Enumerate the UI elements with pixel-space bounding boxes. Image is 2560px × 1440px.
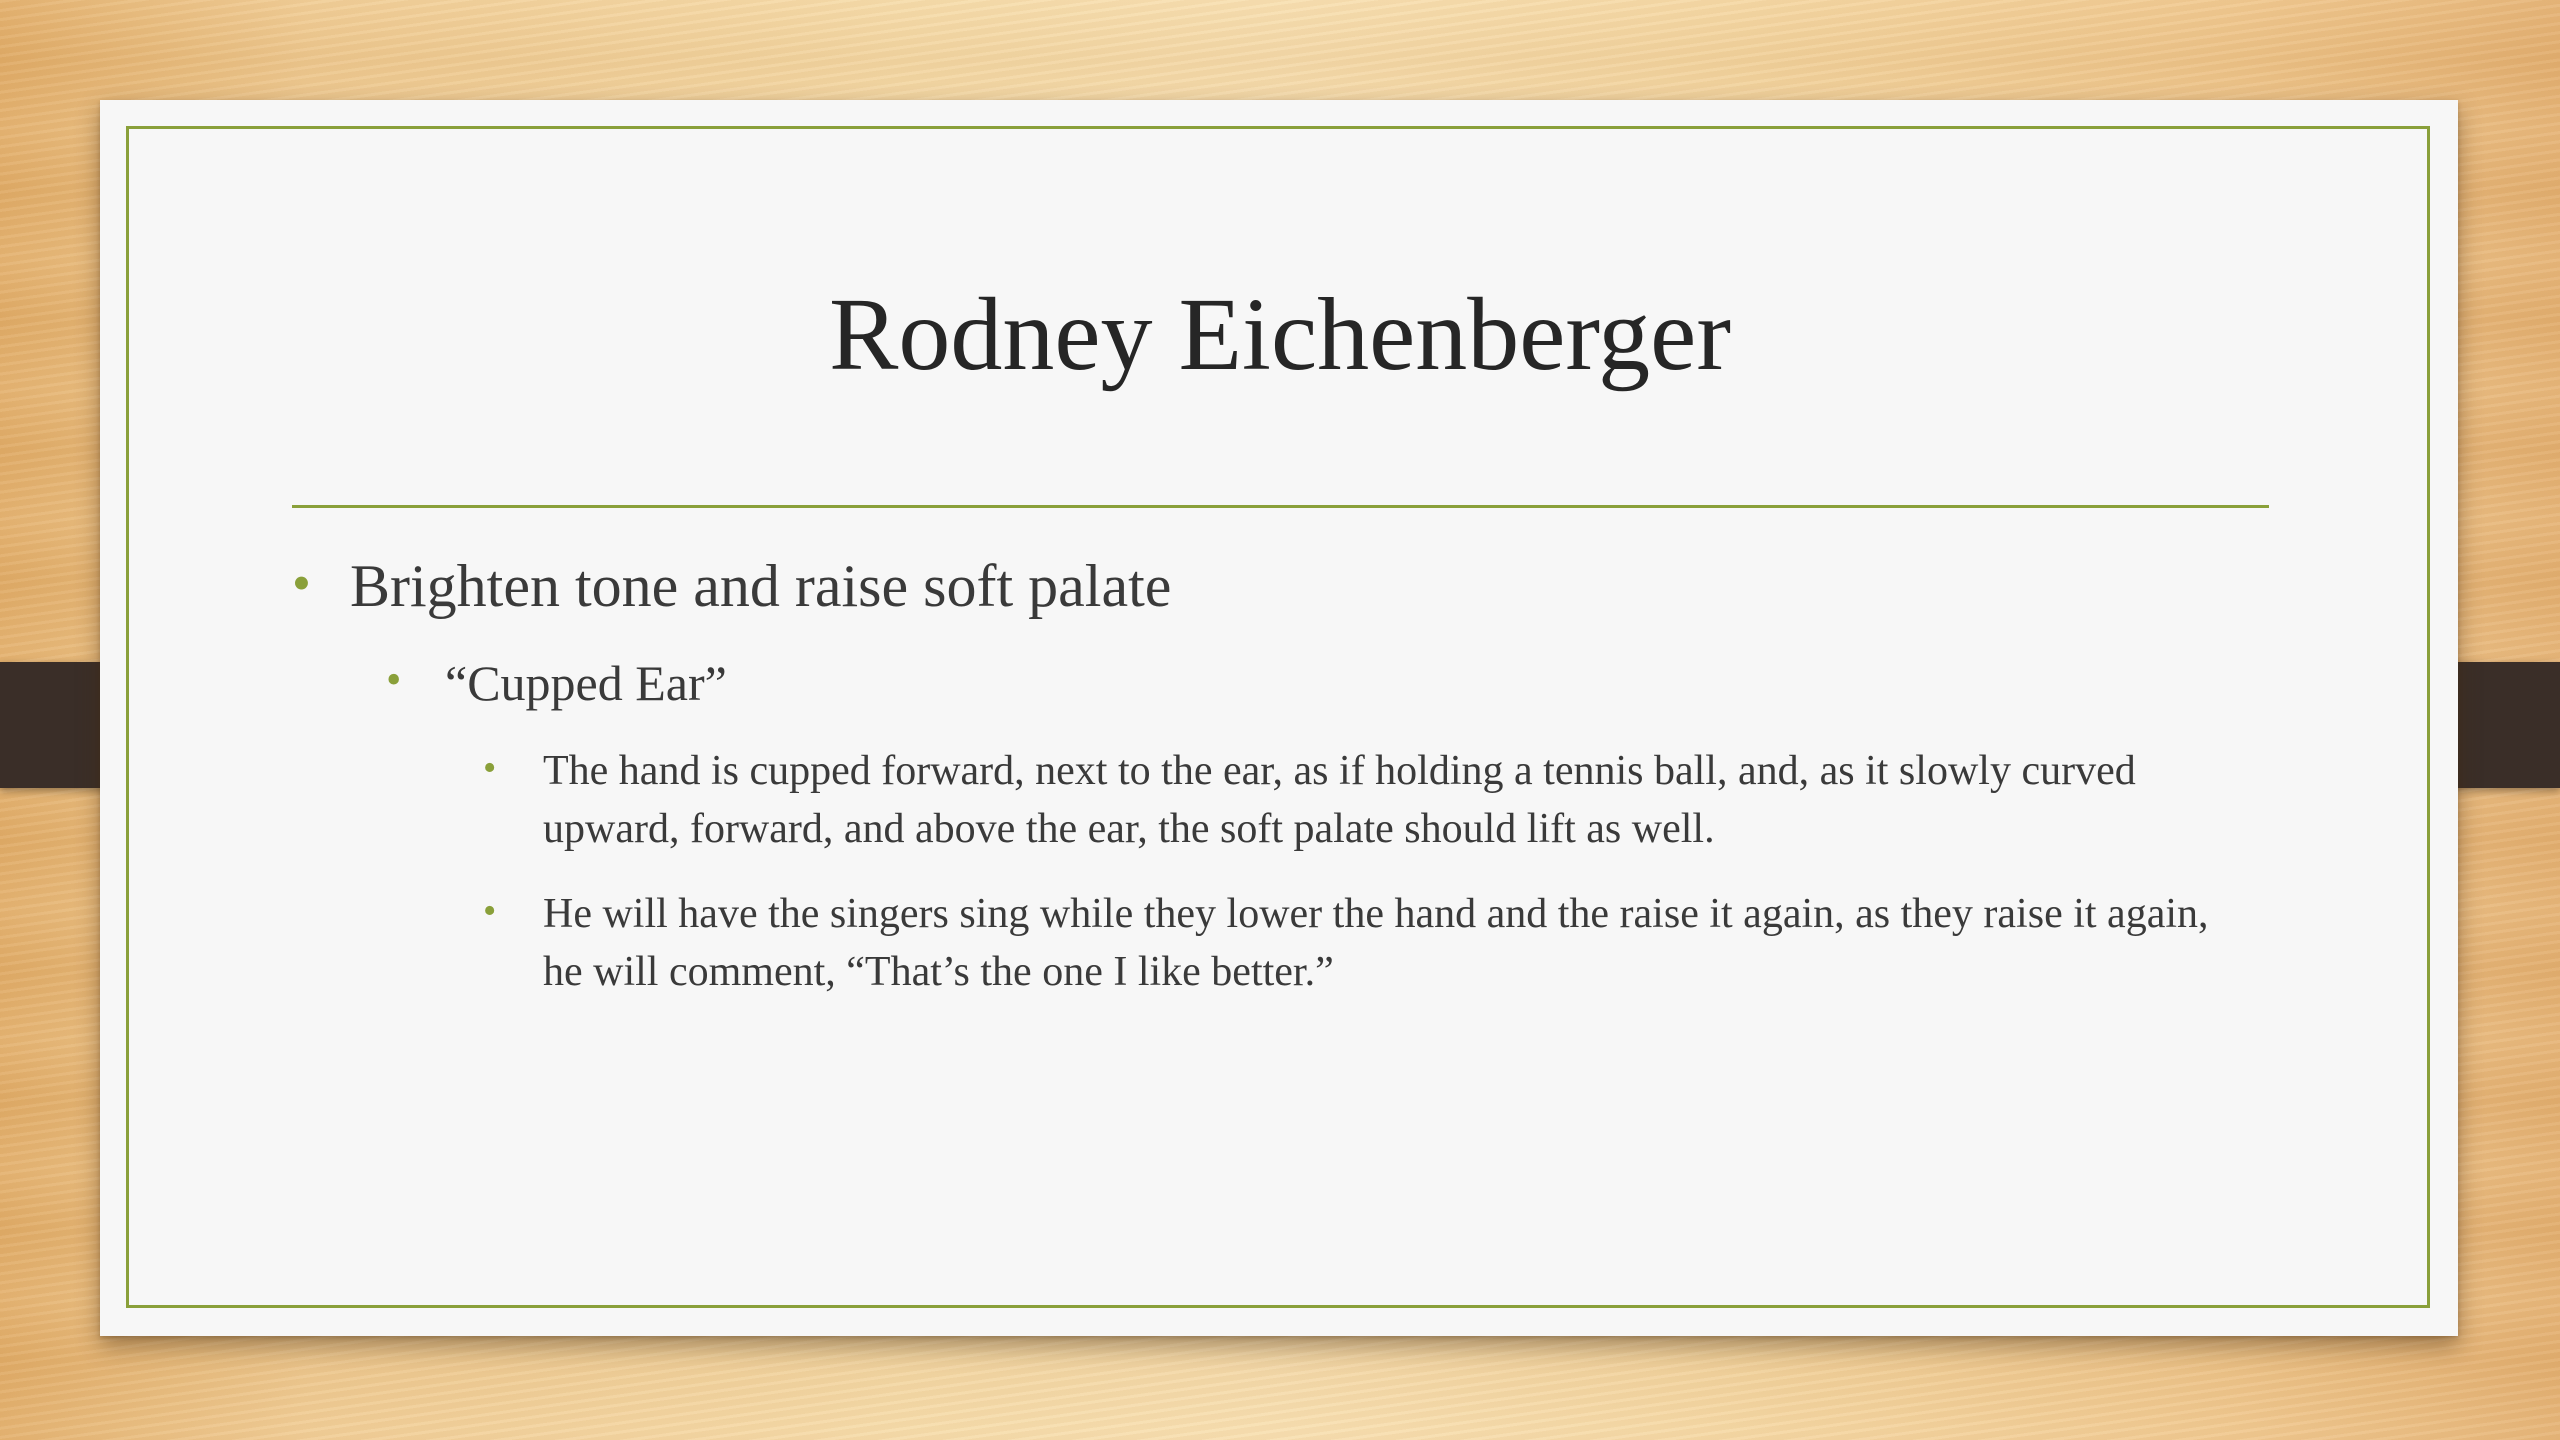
title-divider — [292, 505, 2269, 508]
bullet-dot-icon: • — [483, 747, 497, 789]
slide-title: Rodney Eichenberger — [829, 277, 1731, 392]
bullet-dot-icon: • — [292, 553, 311, 613]
bullet-level-3-singers: He will have the singers sing while they lower the hand and the raise it again, as they raise it again, he will comment, “That’s the one I like better.” — [543, 891, 2209, 995]
bullet-dot-icon: • — [483, 890, 497, 932]
bullet-dot-icon: • — [386, 655, 402, 704]
bullet-level-3-hand-cupped: The hand is cupped forward, next to the ear, as if holding a tennis ball, and, as it slowly curved upward, forward, and above the ear, the soft palate should lift as well. — [543, 748, 2136, 852]
bullet-level-2: “Cupped Ear” — [445, 655, 727, 711]
bullet-level-1: Brighten tone and raise soft palate — [350, 553, 1172, 619]
